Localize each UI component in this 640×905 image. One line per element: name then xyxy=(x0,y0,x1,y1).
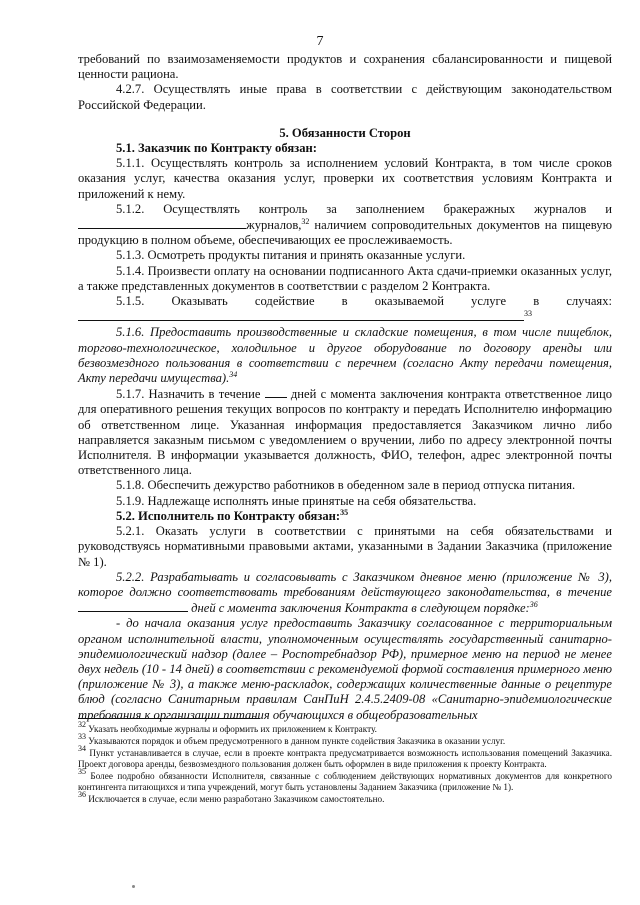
p522-start: 5.2.2. Разрабатывать и согласовывать с Заказчиком дневное меню (приложение № 3), которое должно соответствовать требованиям действующего законодательства, в течение xyxy=(78,569,612,599)
days-blank xyxy=(265,386,287,398)
h3-text: 5.2. Исполнитель по Контракту обязан: xyxy=(116,508,341,523)
footnote-ref-34: 34 xyxy=(229,370,238,380)
paragraph-4-2-6-tail: требований по взаимозаменяемости продуктов и сохранения сбалансированности и пищевой ценности рациона. xyxy=(78,52,612,82)
footnote-ref-32: 32 xyxy=(301,217,310,227)
footnote-num: 36 xyxy=(78,790,86,799)
p515-cases: случаях: xyxy=(566,294,612,309)
paragraph-5-2-1: 5.2.1. Оказать услуги в соответствии с принятыми на себя обязательствами и руководствуясь нормативными правовыми актами, указанными в Задании Заказчика (приложение № 1). xyxy=(78,524,612,569)
footnote-num: 32 xyxy=(78,720,86,729)
footnote-35 xyxy=(78,767,612,793)
footnote-separator xyxy=(78,718,260,719)
p512-end: наличием сопроводительных документов на пищевую продукцию в полном объеме, обеспечивающих ее прослеживаемость. xyxy=(78,218,612,248)
paragraph-5-1-4: 5.1.4. Произвести оплату на основании подписанного Акта сдачи-приемки оказанных услуг, а также представленных документов в соответствии с разделом 2 Контракта. xyxy=(78,263,612,293)
paragraph-5-1-6 xyxy=(78,325,612,386)
paragraph-5-1-9: 5.1.9. Надлежаще исполнять иные принятые на себя обязательства. xyxy=(116,493,477,508)
page-number: 7 xyxy=(316,34,324,49)
footnote-text: Пункт устанавливается в случае, если в проекте контракта предусматривается возможность использования помещений Заказчика. Проект договора аренды, безвозмездного пользования должен быть оформлен в виде приложения к проекту Контракта. xyxy=(78,748,613,769)
footnote-ref-33: 33 xyxy=(524,309,532,319)
footnote-text: Исключается в случае, если меню разработано Заказчиком самостоятельно. xyxy=(88,794,385,804)
menu-days-blank xyxy=(78,600,188,612)
p522-mid: дней с момента заключения Контракта в следующем порядке: xyxy=(188,601,530,616)
footnote-num: 35 xyxy=(78,767,86,776)
footnote-num: 34 xyxy=(78,744,86,753)
paragraph-5-1-7 xyxy=(78,386,612,478)
p516-text: 5.1.6. Предоставить производственные и складские помещения, в том числе пищеблок, торгово-технологическое, холодильное и другое оборудование по договору аренды или безвозмездного пользования в соответствии с перечнем (согласно Акту передачи помещения, Акту передачи имущества). xyxy=(78,325,612,386)
footnote-ref-35: 35 xyxy=(340,507,349,517)
scan-speck xyxy=(132,885,135,888)
footnotes xyxy=(78,720,613,806)
paragraph-5-1-5 xyxy=(78,294,612,325)
paragraph-5-1-3: 5.1.3. Осмотреть продукты питания и принять оказанные услуги. xyxy=(116,248,466,263)
footnote-34 xyxy=(78,744,613,770)
footnote-ref-36: 36 xyxy=(529,600,538,610)
document-body xyxy=(78,52,612,723)
subsection-heading-5-2 xyxy=(78,509,612,524)
subsection-heading-5-1: 5.1. Заказчик по Контракту обязан: xyxy=(116,141,317,156)
paragraph-5-1-2 xyxy=(78,202,612,249)
footnote-text: Указываются порядок и объем предусмотренного в данном пункте содействия Заказчика в оказании услуг. xyxy=(88,736,506,746)
paragraph-5-1-8: 5.1.8. Обеспечить дежурство работников в обеденном зале в период отпуска питания. xyxy=(116,478,576,493)
p517-end: дней с момента заключения контракта ответственное лицо для оперативного решения текущих вопросов по контракту и передать Исполнителю информацию об ответственном лице. Указанная информация предоставляется Заказчиком лично либо направляется заказным письмом с уведомлением о вручении, либо по адресу электронной почты Исполнителя. В информации указывается должность, ФИО, телефон, адрес электронной почты ответственного лица. xyxy=(78,387,613,478)
p515-start: 5.1.5. Оказывать содействие в оказываемой услуге в xyxy=(116,294,540,309)
paragraph-4-2-7: 4.2.7. Осуществлять иные права в соответствии с действующим законодательством Российской Федерации. xyxy=(78,82,612,112)
paragraph-5-1-1: 5.1.1. Осуществлять контроль за исполнением условий Контракта, в том числе сроков оказания услуг, качества оказания услуг, проверки их соответствия условиям Контракта и приложений к нему. xyxy=(78,156,612,201)
footnote-num: 33 xyxy=(78,732,86,741)
footnote-text: Указать необходимые журналы и оформить их приложением к Контракту. xyxy=(88,724,377,734)
footnote-32 xyxy=(78,720,612,735)
section-heading: 5. Обязанности Сторон xyxy=(279,125,411,140)
p517-start: 5.1.7. Назначить в течение xyxy=(116,387,265,402)
p512-start: 5.1.2. Осуществлять контроль за заполнением бракеражных журналов и xyxy=(116,201,612,216)
journals-blank xyxy=(78,217,246,229)
footnote-36 xyxy=(78,790,612,805)
paragraph-5-2-2-item: - до начала оказания услуг предоставить Заказчику согласованное с территориальным органом исполнительной власти, уполномоченным осуществлять государственный санитарно-эпидемиологический надзор (далее – Роспотребнадзор РФ), примерное меню на период не менее двух недель (10 - 14 дней) в соответствии с рекомендуемой формой составления примерного меню (приложение № 3), а также меню-раскладок, содержащих количественные данные о рецептуре блюд (согласно Санитарным правилам СанПиН 2.4.5.2409-08 «Санитарно-эпидемиологические требования к организации питания обучающихся в общеобразовательных xyxy=(78,616,612,722)
footnote-text: Более подробно обязанности Исполнителя, связанные с соблюдением действующих нормативных документов для конкретного контингента питающихся и типа учреждений, могут быть установлены Заданием Заказчика (приложение № 1). xyxy=(78,771,612,792)
assistance-blank xyxy=(78,309,524,321)
paragraph-5-2-2 xyxy=(78,570,612,617)
footnote-33 xyxy=(78,732,612,747)
p512-journals: журналов, xyxy=(246,218,302,233)
